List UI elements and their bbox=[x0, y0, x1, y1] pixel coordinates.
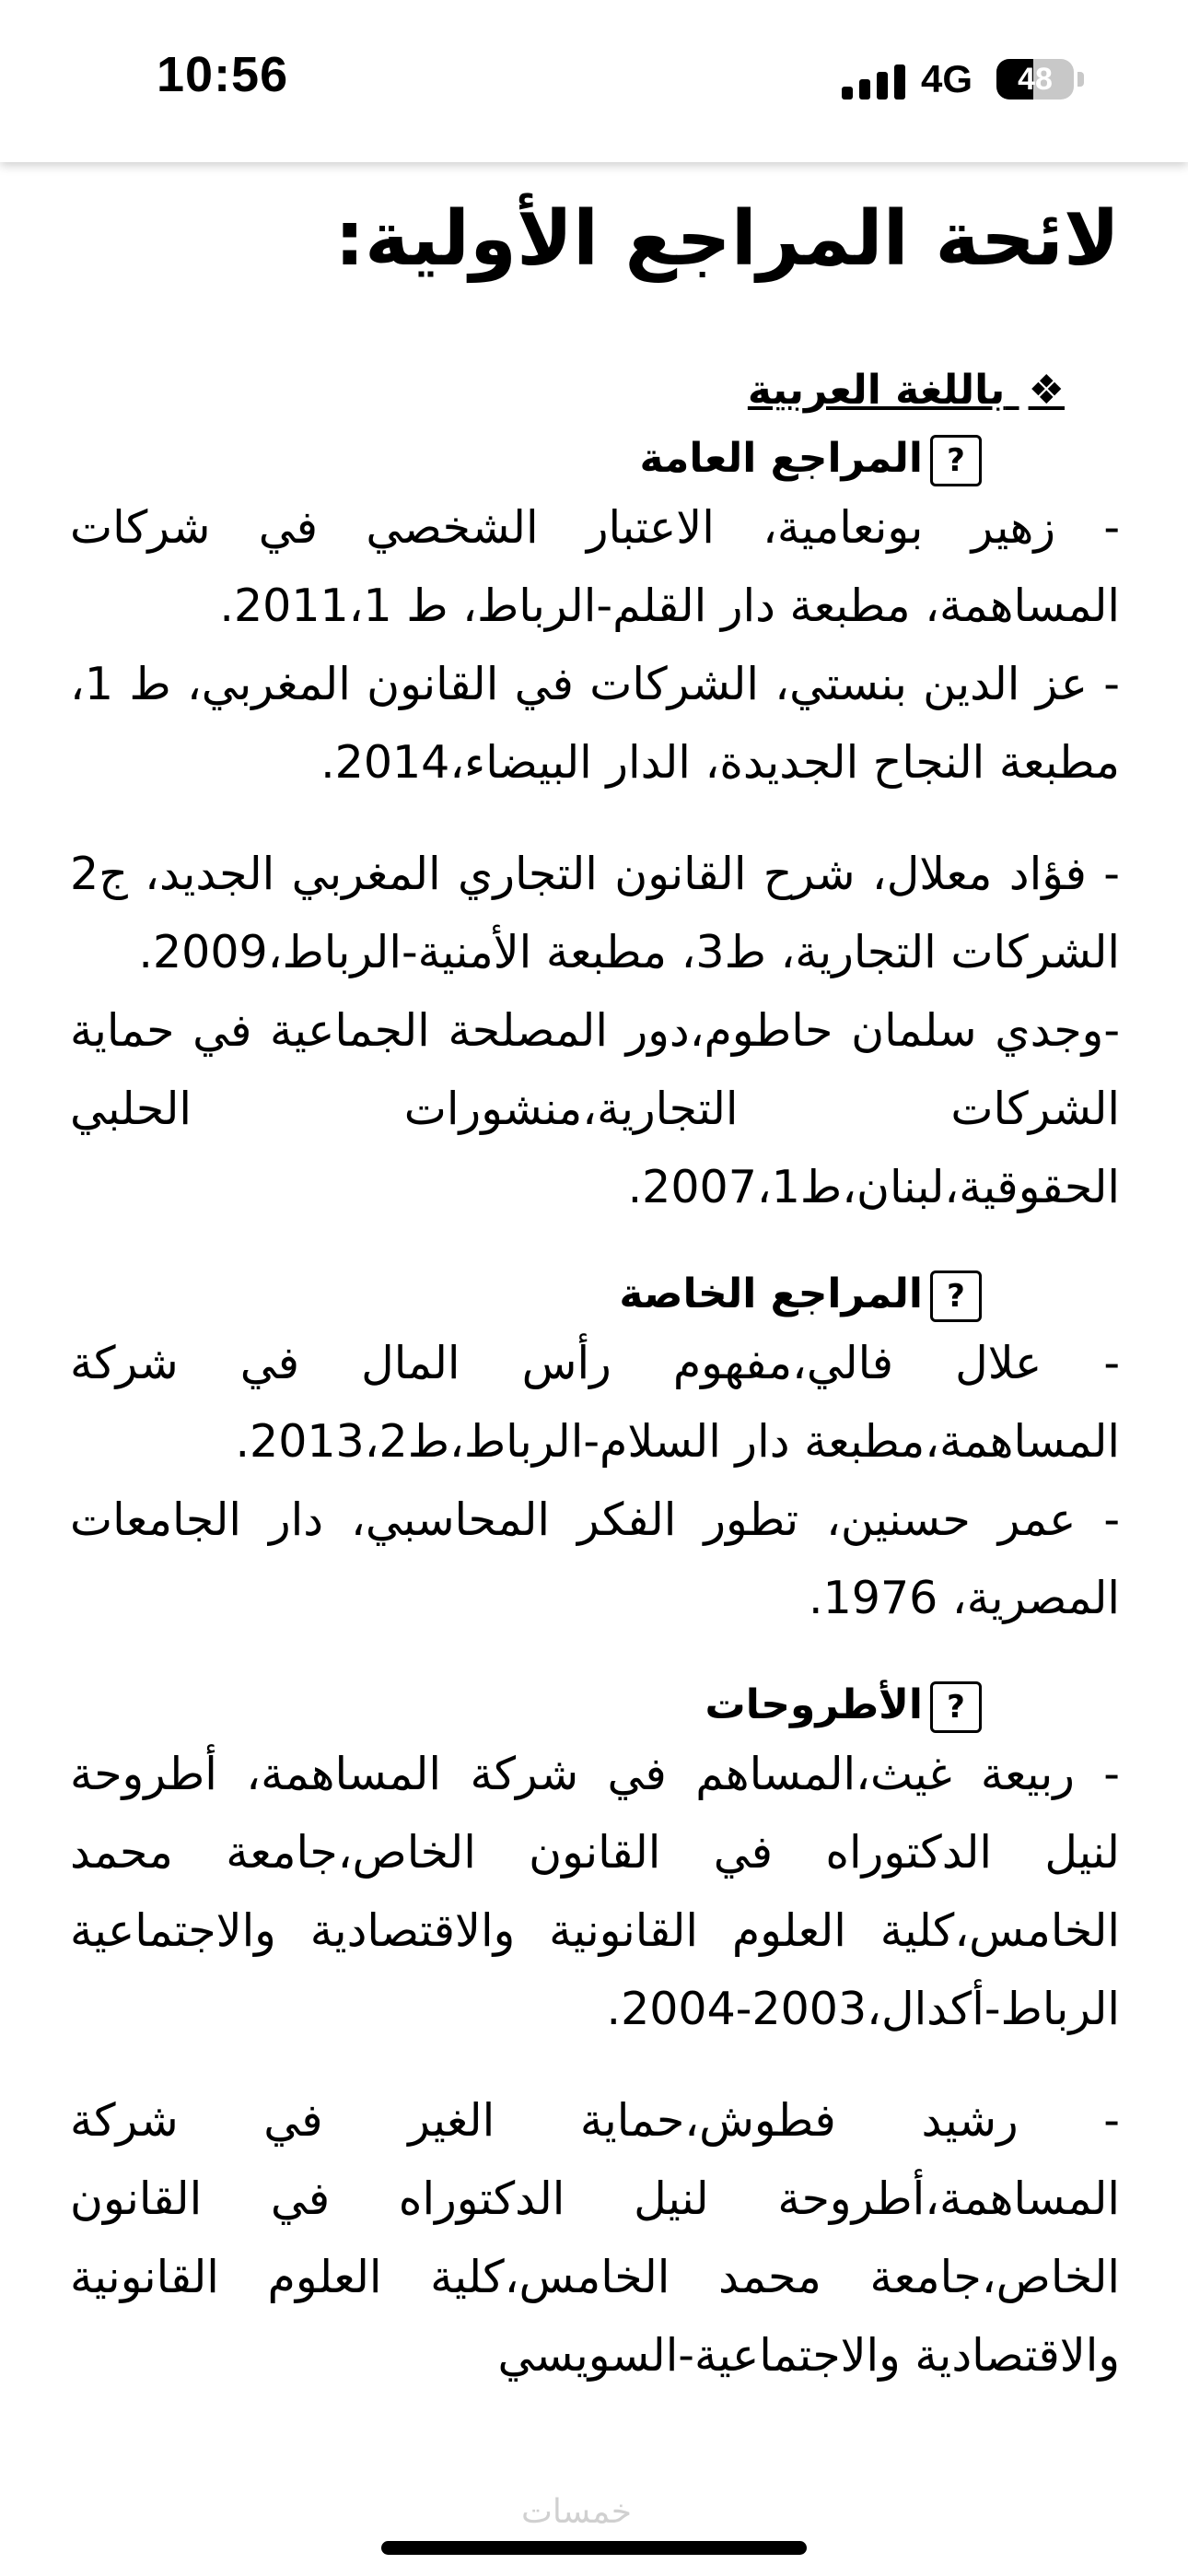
document-title: لائحة المراجع الأولية: bbox=[334, 195, 1120, 283]
battery-cap bbox=[1077, 72, 1084, 87]
missing-glyph-box-icon: ? bbox=[930, 1270, 982, 1322]
section-heading-arabic bbox=[70, 363, 1065, 418]
reference-item: - علال فالي،مفهوم رأس المال في شركة المساهمة،مطبعة دار السلام-الرباط،ط2013،2. bbox=[70, 1337, 1120, 1468]
diamond-bullet-icon: ❖ bbox=[1028, 367, 1065, 414]
reference-item: - عز الدين بنستي، الشركات في القانون المغربي، ط 1، مطبعة النجاح الجديدة، الدار البيضاء،2014. bbox=[70, 658, 1120, 789]
status-bar bbox=[0, 0, 1188, 162]
subheading-label: المراجع العامة bbox=[639, 435, 923, 482]
subheading-special-references bbox=[70, 1265, 982, 1324]
subheading-theses bbox=[70, 1676, 982, 1735]
missing-glyph-box-icon: ? bbox=[930, 435, 982, 486]
section-heading-label: باللغة العربية bbox=[747, 367, 1006, 414]
subheading-label: الأطروحات bbox=[705, 1681, 923, 1728]
reference-item: - فؤاد معلال، شرح القانون التجاري المغربي الجديد، ج2 الشركات التجارية، ط3، مطبعة الأمنية-الرباط،2009. bbox=[70, 848, 1120, 978]
reference-item: -وجدي سلمان حاطوم،دور المصلحة الجماعية في حماية الشركات التجارية،منشورات الحلبي الحقوقية،لبنان،ط2007،1. bbox=[70, 1004, 1120, 1213]
reference-item: - عمر حسنين، تطور الفكر المحاسبي، دار الجامعات المصرية، 1976. bbox=[70, 1493, 1120, 1624]
reference-item: - رشيد فطوش،حماية الغير في شركة المساهمة،أطروحة لنيل الدكتوراه في القانون الخاص،جامعة محمد الخامس،كلية العلوم القانونية والاقتصادية والاجتماعية-السويسي bbox=[70, 2094, 1120, 2382]
signal-strength-icon bbox=[842, 63, 906, 100]
network-type: 4G bbox=[921, 57, 973, 100]
missing-glyph-box-icon: ? bbox=[930, 1681, 982, 1733]
watermark: خمسات bbox=[521, 2493, 633, 2531]
subheading-label: المراجع الخاصة bbox=[619, 1270, 923, 1317]
status-time: 10:56 bbox=[157, 47, 289, 102]
battery-level: 48 bbox=[1018, 62, 1053, 97]
subheading-general-references bbox=[70, 429, 982, 488]
reference-item: - زهير بونعامية، الاعتبار الشخصي في شركات المساهمة، مطبعة دار القلم-الرباط، ط 2011،1. bbox=[70, 501, 1120, 632]
document-page[interactable] bbox=[70, 162, 1120, 2395]
reference-item: - ربيعة غيث،المساهم في شركة المساهمة، أطروحة لنيل الدكتوراه في القانون الخاص،جامعة محمد الخامس،كلية العلوم القانونية والاقتصادية والاجتماعية الرباط-أكدال،2003-2004. bbox=[70, 1748, 1120, 2035]
battery-icon bbox=[996, 59, 1074, 100]
home-indicator[interactable] bbox=[381, 2541, 807, 2555]
